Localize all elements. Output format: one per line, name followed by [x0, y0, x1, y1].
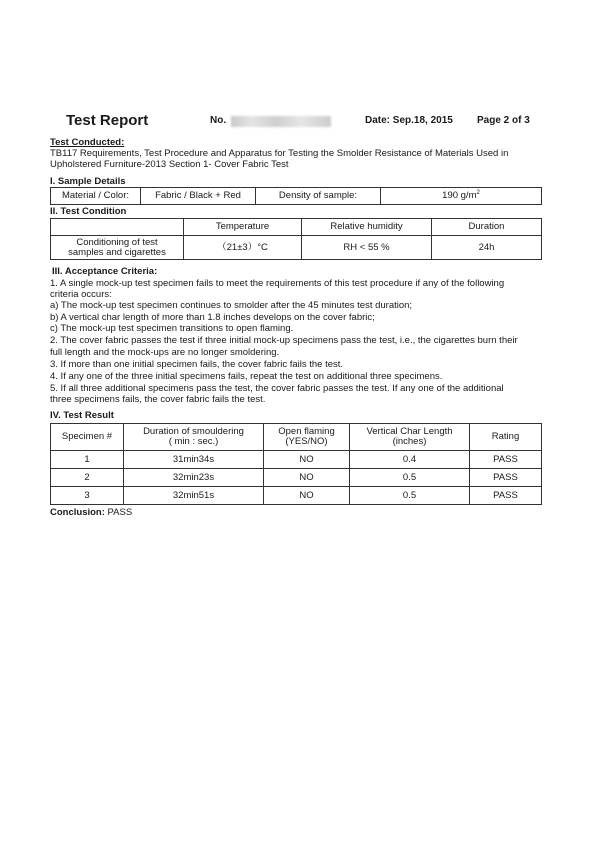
temperature-value: （21±3）°C [184, 236, 302, 260]
conclusion [50, 507, 132, 518]
humidity-value: RH < 55 % [302, 236, 432, 260]
specimen-header: Specimen # [51, 424, 124, 451]
specimen-cell: 1 [51, 451, 124, 469]
criteria-line: criteria occurs: [50, 289, 112, 300]
condition-empty-cell [51, 219, 184, 236]
char-cell: 0.4 [350, 451, 470, 469]
criteria-line: 3. If more than one initial specimen fails, the cover fabric fails the test. [50, 359, 344, 370]
criteria-line: full length and the mock-ups are no longer smoldering. [50, 347, 280, 358]
material-label: Material / Color: [51, 188, 141, 205]
test-result-table [50, 423, 542, 505]
table-row [51, 469, 542, 487]
criteria-line: a) The mock-up test specimen continues to smolder after the 45 minutes test duration; [50, 300, 413, 311]
criteria-line: 4. If any one of the three initial specimens fails, repeat the test on additional three specimens. [50, 371, 443, 382]
rating-cell: PASS [470, 451, 542, 469]
report-header [50, 112, 550, 132]
criteria-line: three specimens fails, the cover fabric fails the test. [50, 394, 266, 405]
test-conducted-line-1: TB117 Requirements, Test Procedure and Apparatus for Testing the Smolder Resistance of Materials Used in [50, 148, 509, 159]
duration-header: Duration [432, 219, 542, 236]
test-result-heading: IV. Test Result [50, 410, 114, 421]
page-title: Test Report [66, 112, 149, 129]
table-row [51, 451, 542, 469]
humidity-header: Relative humidity [302, 219, 432, 236]
criteria-line: c) The mock-up test specimen transitions to open flaming. [50, 323, 294, 334]
rating-cell: PASS [470, 487, 542, 505]
conclusion-label: Conclusion: [50, 507, 105, 518]
flaming-cell: NO [264, 451, 350, 469]
duration-header: Duration of smouldering ( min : sec.) [124, 424, 264, 451]
density-value: 190 $g/m^2$ [381, 188, 542, 205]
char-length-header: Vertical Char Length (inches) [350, 424, 470, 451]
test-condition-table [50, 218, 542, 260]
conditioning-label: Conditioning of test samples and cigarettes [51, 236, 184, 260]
test-conducted-line-2: Upholstered Furniture-2013 Section 1- Cover Fabric Test [50, 159, 289, 170]
report-number-label: No. [210, 115, 227, 126]
char-cell: 0.5 [350, 469, 470, 487]
page-number: Page 2 of 3 [477, 115, 530, 126]
temperature-header: Temperature [184, 219, 302, 236]
duration-cell: 32min23s [124, 469, 264, 487]
duration-cell: 31min34s [124, 451, 264, 469]
table-row [51, 487, 542, 505]
duration-value: 24h [432, 236, 542, 260]
rating-header: Rating [470, 424, 542, 451]
sample-details-heading: I. Sample Details [50, 176, 126, 187]
specimen-cell: 2 [51, 469, 124, 487]
criteria-line: 5. If all three additional specimens pass the test, the cover fabric passes the test. If any one of the additional [50, 383, 504, 394]
criteria-heading: III. Acceptance Criteria: [52, 266, 158, 277]
char-cell: 0.5 [350, 487, 470, 505]
material-value: Fabric / Black + Red [141, 188, 256, 205]
criteria-line: 1. A single mock-up test specimen fails to meet the requirements of this test procedure if any of the following [50, 278, 505, 289]
criteria-line: 2. The cover fabric passes the test if three initial mock-up specimens pass the test, i.e., the cigarettes burn their [50, 335, 518, 346]
flaming-cell: NO [264, 469, 350, 487]
report-date: Date: Sep.18, 2015 [365, 115, 453, 126]
flaming-cell: NO [264, 487, 350, 505]
conclusion-value: PASS [107, 507, 133, 518]
criteria-line: b) A vertical char length of more than 1.8 inches develops on the cover fabric; [50, 312, 375, 323]
test-condition-heading: II. Test Condition [50, 206, 127, 217]
test-conducted-heading: Test Conducted: [50, 137, 125, 148]
specimen-cell: 3 [51, 487, 124, 505]
duration-cell: 32min51s [124, 487, 264, 505]
sample-details-table [50, 187, 542, 205]
rating-cell: PASS [470, 469, 542, 487]
density-label: Density of sample: [256, 188, 381, 205]
redacted-report-number [231, 116, 331, 127]
open-flaming-header: Open flaming (YES/NO) [264, 424, 350, 451]
